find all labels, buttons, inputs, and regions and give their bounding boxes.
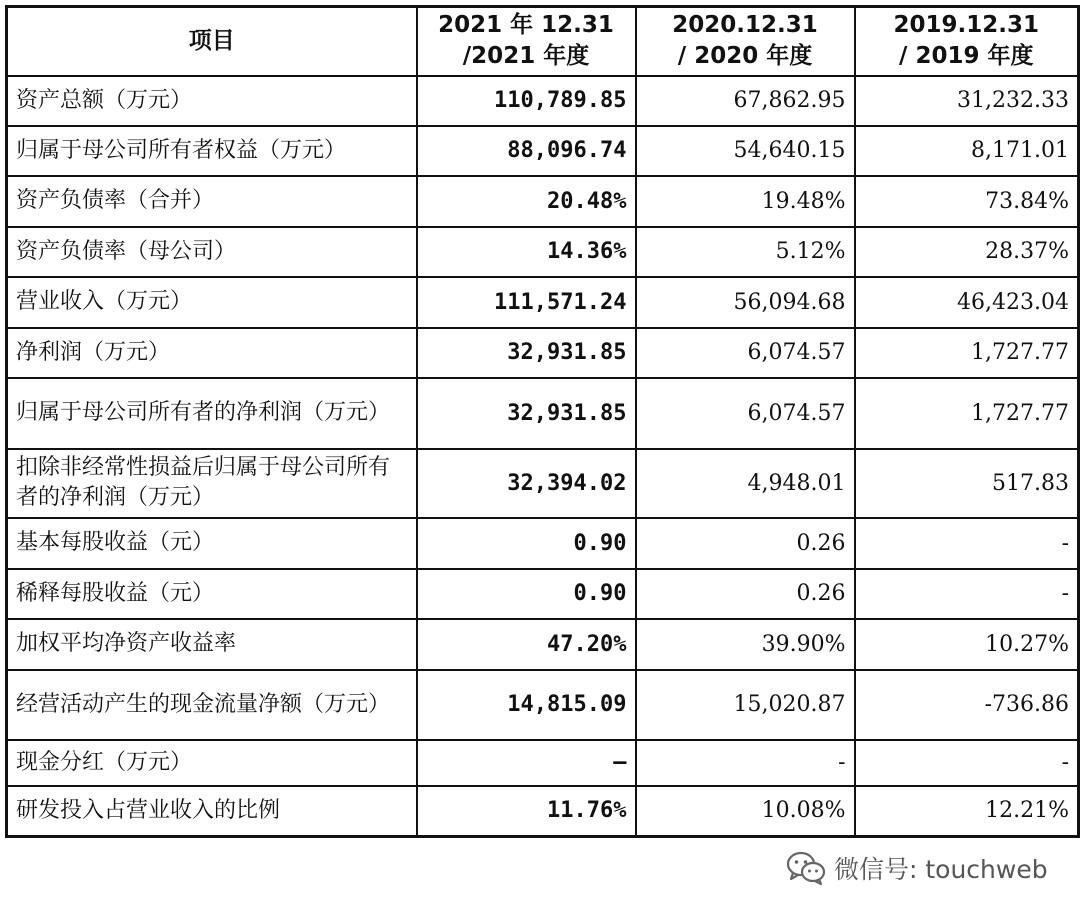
row-label: 资产负债率（母公司） [7, 227, 417, 277]
value-2019: -736.86 [855, 670, 1079, 740]
row-label: 归属于母公司所有者的净利润（万元） [7, 378, 417, 449]
value-2021: 0.90 [417, 569, 636, 619]
header-2019: 2019.12.31 / 2019 年度 [855, 7, 1079, 76]
value-2021: 14.36% [417, 227, 636, 277]
row-label: 加权平均净资产收益率 [7, 619, 417, 670]
value-2020: 0.26 [636, 569, 855, 619]
table-row [7, 740, 1079, 786]
value-2020: 10.08% [636, 786, 855, 837]
value-2020: 39.90% [636, 619, 855, 670]
table-row [7, 786, 1079, 837]
value-2021: 111,571.24 [417, 277, 636, 328]
value-2019: - [855, 740, 1079, 786]
value-2020: 67,862.95 [636, 76, 855, 126]
row-label: 稀释每股收益（元） [7, 569, 417, 619]
value-2020: 15,020.87 [636, 670, 855, 740]
value-2020: - [636, 740, 855, 786]
table-row [7, 76, 1079, 126]
value-2021: 11.76% [417, 786, 636, 837]
table-row [7, 126, 1079, 176]
value-2019: 8,171.01 [855, 126, 1079, 176]
row-label: 净利润（万元） [7, 328, 417, 378]
table-row [7, 378, 1079, 449]
value-2021: 32,394.02 [417, 449, 636, 518]
table-row [7, 569, 1079, 619]
value-2019: 28.37% [855, 227, 1079, 277]
value-2020: 19.48% [636, 176, 855, 227]
table-row [7, 328, 1079, 378]
value-2019: 1,727.77 [855, 378, 1079, 449]
row-label: 现金分红（万元） [7, 740, 417, 786]
value-2020: 0.26 [636, 518, 855, 569]
value-2019: 73.84% [855, 176, 1079, 227]
header-2021: 2021 年 12.31 /2021 年度 [417, 7, 636, 76]
header-2020: 2020.12.31 / 2020 年度 [636, 7, 855, 76]
value-2019: - [855, 569, 1079, 619]
value-2021: 32,931.85 [417, 328, 636, 378]
value-2019: - [855, 518, 1079, 569]
value-2019: 31,232.33 [855, 76, 1079, 126]
value-2020: 5.12% [636, 227, 855, 277]
value-2020: 6,074.57 [636, 378, 855, 449]
value-2019: 1,727.77 [855, 328, 1079, 378]
value-2019: 12.21% [855, 786, 1079, 837]
watermark [786, 848, 1048, 888]
value-2019: 46,423.04 [855, 277, 1079, 328]
row-label: 营业收入（万元） [7, 277, 417, 328]
value-2021: 0.90 [417, 518, 636, 569]
value-2021: 110,789.85 [417, 76, 636, 126]
row-label: 经营活动产生的现金流量净额（万元） [7, 670, 417, 740]
table-row [7, 518, 1079, 569]
value-2021: 14,815.09 [417, 670, 636, 740]
row-label: 归属于母公司所有者权益（万元） [7, 126, 417, 176]
table-row [7, 176, 1079, 227]
table-row [7, 670, 1079, 740]
row-label: 扣除非经常性损益后归属于母公司所有者的净利润（万元） [7, 449, 417, 518]
table-row [7, 619, 1079, 670]
row-label: 研发投入占营业收入的比例 [7, 786, 417, 837]
value-2020: 54,640.15 [636, 126, 855, 176]
row-label: 资产负债率（合并） [7, 176, 417, 227]
value-2020: 4,948.01 [636, 449, 855, 518]
value-2021: 32,931.85 [417, 378, 636, 449]
value-2021: 47.20% [417, 619, 636, 670]
financial-table [5, 5, 1080, 838]
header-row [7, 7, 1079, 76]
value-2019: 517.83 [855, 449, 1079, 518]
table-row [7, 227, 1079, 277]
table-row [7, 449, 1079, 518]
value-2021: 20.48% [417, 176, 636, 227]
value-2019: 10.27% [855, 619, 1079, 670]
value-2021: 88,096.74 [417, 126, 636, 176]
watermark-text: 微信号: touchweb [834, 855, 1048, 884]
row-label: 基本每股收益（元） [7, 518, 417, 569]
table-row [7, 277, 1079, 328]
value-2021: – [417, 740, 636, 786]
value-2020: 56,094.68 [636, 277, 855, 328]
header-item: 项目 [7, 7, 417, 76]
value-2020: 6,074.57 [636, 328, 855, 378]
wechat-icon [786, 850, 826, 886]
row-label: 资产总额（万元） [7, 76, 417, 126]
